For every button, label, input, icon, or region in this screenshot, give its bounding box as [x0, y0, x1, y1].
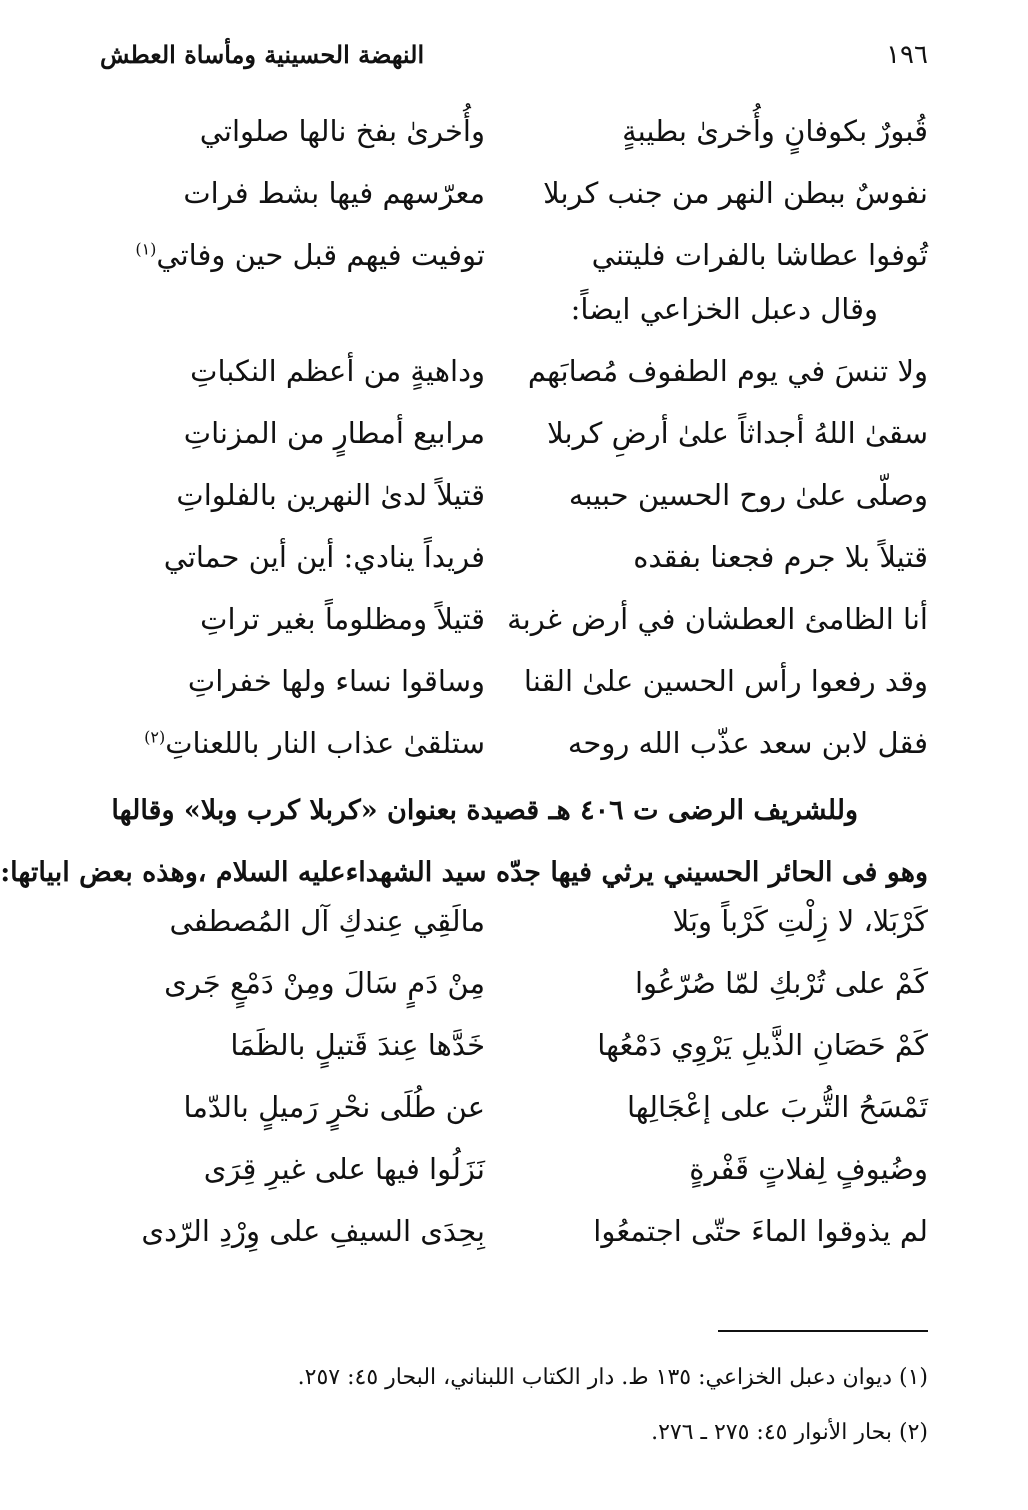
verse	[100, 348, 928, 410]
hemistich-text: توفيت فيهم قبل حين وفاتي	[156, 238, 485, 272]
poem-dibil-2	[100, 348, 928, 782]
verse-first-hemistich: ولا تنسَ في يوم الطفوف مُصابَهم	[527, 354, 928, 388]
prose-line: وللشريف الرضى ت ٤٠٦ هـ قصيدة بعنوان «كربلا كرب وبلا» وقالها	[111, 795, 858, 826]
verse-first-hemistich: قُبورٌ بكوفانٍ وأُخرىٰ بطيبةٍ	[622, 114, 928, 148]
footnote-marker: (١)	[135, 239, 157, 259]
prose-paragraph	[0, 780, 928, 904]
verse-second-hemistich: فريداً ينادي: أين أين حماتي	[163, 540, 485, 574]
verse-second-hemistich: قتيلاً ومظلوماً بغير تراتِ	[200, 602, 485, 636]
verse	[100, 596, 928, 658]
page-header	[100, 40, 928, 80]
poem-sharif-radi	[100, 898, 928, 1270]
footnote-divider	[718, 1330, 928, 1332]
verse-first-hemistich: تَمْسَحُ التُّربَ على إعْجَالِها	[626, 1090, 928, 1124]
hemistich-text: ستلقىٰ عذاب النار باللعناتِ	[165, 726, 485, 760]
verse	[100, 658, 928, 720]
verse-second-hemistich: وساقوا نساء ولها خفراتِ	[187, 664, 485, 698]
verse-first-hemistich: أنا الظامئ العطشان في أرض غربة	[507, 602, 928, 636]
prose-line: وهو فى الحائر الحسيني يرثي فيها جدّه سيد الشهداءعليه السلام ،وهذه بعض ابياتها:	[0, 857, 928, 888]
verse	[100, 1084, 928, 1146]
footnote-marker: (٢)	[144, 727, 166, 747]
verse	[100, 1146, 928, 1208]
verse-second-hemistich: قتيلاً لدىٰ النهرين بالفلواتِ	[176, 478, 485, 512]
verse-second-hemistich: نَزَلُوا فيها على غيرِ قِرَى	[203, 1152, 485, 1186]
verse-first-hemistich: لم يذوقوا الماءَ حتّى اجتمعُوا	[593, 1214, 928, 1248]
verse	[100, 898, 928, 960]
footnotes	[100, 1362, 928, 1472]
verse-second-hemistich: مِنْ دَمٍ سَالَ ومِنْ دَمْعٍ جَرى	[164, 966, 485, 1000]
verse-first-hemistich: قتيلاً بلا جرم فجعنا بفقده	[633, 540, 928, 574]
verse-first-hemistich: فقل لابن سعد عذّب الله روحه	[567, 726, 928, 760]
poem-dibil-1	[100, 108, 928, 294]
verse-first-hemistich: وصلّى علىٰ روح الحسين حبيبه	[568, 478, 928, 512]
verse-second-hemistich: خَدَّها عِندَ قَتيلٍ بالظَمَا	[230, 1028, 485, 1062]
footnote-1: (١) ديوان دعبل الخزاعي: ١٣٥ ط. دار الكتاب اللبناني، البحار ٤٥: ٢٥٧.	[297, 1365, 928, 1390]
verse	[100, 170, 928, 232]
verse-second-hemistich: معرّسهم فيها بشط فرات	[183, 176, 485, 210]
running-title: النهضة الحسينية ومأساة العطش	[100, 40, 425, 69]
verse-second-hemistich	[100, 238, 485, 272]
verse-first-hemistich: كَرْبَلا، لا زِلْتِ كَرْباً وبَلا	[672, 904, 928, 938]
verse-second-hemistich: عن طُلَى نحْرٍ رَميلٍ بالدّما	[183, 1090, 485, 1124]
verse	[100, 472, 928, 534]
verse-first-hemistich: كَمْ على تُرْبكِ لمّا صُرّعُوا	[634, 966, 928, 1000]
verse-second-hemistich: مرابيع أمطارٍ من المزناتِ	[183, 416, 485, 450]
footnote-2: (٢) بحار الأنوار ٤٥: ٢٧٥ ـ ٢٧٦.	[651, 1420, 928, 1445]
verse	[100, 410, 928, 472]
intro-line: وقال دعبل الخزاعي ايضاً:	[570, 292, 878, 326]
verse	[100, 108, 928, 170]
verse-second-hemistich: وداهيةٍ من أعظم النكباتِ	[190, 354, 485, 388]
verse-second-hemistich: بِحِدَى السيفِ على وِرْدِ الرّدى	[141, 1214, 485, 1248]
verse	[100, 1208, 928, 1270]
verse-second-hemistich: مالَقِي عِندكِ آل المُصطفى	[169, 904, 485, 938]
verse-first-hemistich: وضُيوفٍ لِفلاتٍ قَفْرةٍ	[689, 1152, 928, 1186]
verse-first-hemistich: نفوسٌ ببطن النهر من جنب كربلا	[543, 176, 928, 210]
verse-first-hemistich: تُوفوا عطاشا بالفرات فليتني	[591, 238, 928, 272]
verse-first-hemistich: سقىٰ اللهُ أجداثاً علىٰ أرضِ كربلا	[547, 416, 928, 450]
verse-first-hemistich: كَمْ حَصَانِ الذَّيلِ يَرْوِي دَمْعُها	[597, 1028, 928, 1062]
verse-first-hemistich: وقد رفعوا رأس الحسين علىٰ القنا	[523, 664, 928, 698]
verse	[100, 534, 928, 596]
page-number: ١٩٦	[886, 40, 928, 70]
verse	[100, 960, 928, 1022]
verse	[100, 1022, 928, 1084]
verse-second-hemistich: وأُخرىٰ بفخ نالها صلواتي	[199, 114, 485, 148]
verse	[100, 720, 928, 782]
verse	[100, 232, 928, 294]
verse-second-hemistich	[100, 726, 485, 760]
